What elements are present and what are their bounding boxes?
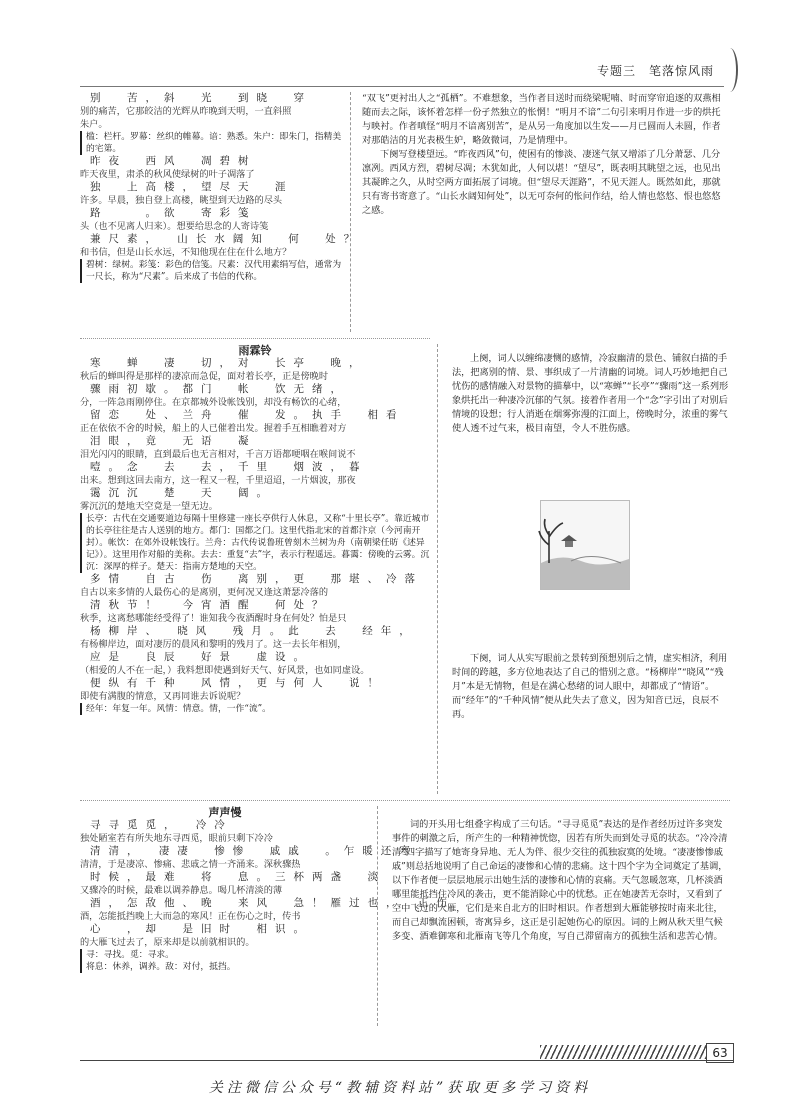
original-line: 霭沉沉 楚 天 阔。 [90, 487, 275, 499]
original-line: 昨夜 西风 凋碧树 [90, 155, 257, 167]
translation-line: 秋后的蝉叫得是那样的凄凉而急促，面对着长亭，正是傍晚时 [80, 371, 329, 382]
translation-line: 即使有满腹的情意，又再同谁去诉说呢？ [80, 691, 246, 702]
poem-title: 雨霖铃 [238, 344, 272, 357]
original-line: 独 上高楼，望尽天 涯 [90, 181, 294, 193]
translation-line: 独处陋室若有所失地东寻西觅，眼前只剩下冷冷 [80, 833, 273, 844]
original-line: 应是 良辰 好景 虚设。 [90, 651, 312, 663]
original-line: 清清， 凄凄 惨惨 戚戚 。乍暖还寒 [90, 845, 418, 857]
analysis-paragraph: 词的开头用七组叠字构成了三句话。“寻寻觅觅”表达的是作者经历过许多突发事件的刺激之后，所产生的一种精神恍惚，因若有所失而到处寻觅的状态。“冷冷清清”四字描写了她寄身异地、无人为伴、很少交往的孤独寂寞的处境。“凄凄惨惨戚戚”则总括地说明了自己命运的凄惨和心情的悲痛。这十四个字为全词奠定了基调，以下作者便一层层地展示出她生活的凄惨和心情的哀痛。天气忽暖忽寒，几杯淡酒哪里能抵挡住冷风的袭击，更不能消除心中的忧愁。正在她凄苦无奈时，又看到了空中飞过的大雁，它们是来自北方的旧时相识。作者想到大雁能够按时南来北往，而自己却飘流困顿，寄寓异乡，这正是引起她伤心的原因。词的上阙从秋天里气候多变、酒难御寒和北雁南飞等几个角度，写自己滞留南方的孤独生活和悲苦心情。 [392, 819, 728, 942]
original-line: 酒，怎敌他、晚 来风 急！雁过也， 正伤 [90, 897, 455, 909]
analysis-paragraph: 下阕写登楼望远。“昨夜西风”句，使困有的惨淡、凄迷气氛又增添了几分萧瑟、几分凛冽。西风方烈，碧树尽凋；木犹如此，人何以堪！“望尽”，既表明其眺望之远，也见出其凝眸之久，从时空两方面拓展了词境。但“望尽天涯路”，不见天涯人。既然如此，那就只有寄书寄意了。“山长水阔知何处”，以无可奈何的怅问作结，给人情也悠悠、恨也悠悠之感。 [362, 149, 721, 216]
original-line: 杨柳岸、 晓风 残月。此 去 经年， [90, 625, 418, 637]
annotation-note: 长亭：古代在交通要道边每隔十里修建一座长亭供行人休息，又称“十里长亭”。靠近城市的长亭往往是古人送别的地方。都门：国都之门。这里代指北宋的首都汴京（今河南开封）。帐饮：在郊外设帐饯行。兰舟：古代传说鲁班曾刻木兰树为舟（南朝梁任昉《述异记》）。这里用作对船的美称。去去：重复“去”字，表示行程遥远。暮霭：傍晚的云雾。沉沉：深厚的样子。楚天：指南方楚地的天空。 [80, 513, 430, 573]
column-separator [377, 806, 378, 1026]
translation-line: 的大雁飞过去了，原来却是以前就相识的。 [80, 937, 255, 948]
annotation-note: 将息：休养，调养。敌：对付，抵挡。 [80, 961, 370, 973]
translation-line: 雾沉沉的楚地天空竟是一望无边。 [80, 501, 218, 512]
original-line: 路 。欲 寄彩笺 [90, 207, 257, 219]
original-line: 多情 自古 伤 离别，更 那堪、冷落 [90, 573, 423, 585]
translation-line: 许多。早晨，独自登上高楼，眺望到天边路的尽头 [80, 195, 283, 206]
original-line: 骤雨初歇。都门 帐 饮无绪， [90, 383, 349, 395]
original-line: 清秋节！ 今宵酒醒 何处？ [90, 599, 331, 611]
translation-line: 有杨柳岸边，面对凄厉的晨风和黎明的残月了。这一去长年相别， [80, 639, 347, 650]
footer-promo-text: 关注微信公众号“教辅资料站”获取更多学习资料 [208, 1080, 592, 1096]
decorative-stripe [540, 1045, 706, 1059]
annotation-note: 碧树：绿树。彩笺：彩色的信笺。尺素：汉代用素绢写信，通常为一尺长，称为“尺素”。后来成了书信的代称。 [80, 259, 342, 283]
original-line: 别 苦，斜 光 到晓 穿 [90, 92, 312, 104]
poem2-analysis [452, 352, 730, 436]
original-line: 寻寻觅觅， 冷冷 [90, 819, 233, 831]
poem-yulinling [80, 344, 430, 715]
translation-line: 又骤冷的时候，最难以调养静息。喝几杯清淡的薄 [80, 885, 283, 896]
poem-shengshengman [80, 806, 455, 973]
original-line: 心 ，却 是旧时 相识。 [90, 923, 312, 935]
translation-line: 头（也不见离人归来）。想要给思念的人寄诗笺 [80, 221, 269, 232]
original-line: 兼尺素， 山长水阔知 何 处？ [90, 233, 363, 245]
header-bracket-decoration [722, 48, 738, 92]
annotation-note: 寻：寻找。觅：寻求。 [80, 949, 370, 961]
translation-line: 和书信，但是山长水远，不知他现在住在什么地方？ [80, 247, 292, 258]
column-separator [350, 92, 351, 332]
translation-line: 分，一阵急雨刚停住。在京都城外设帐饯别，却没有畅饮的心绪， [80, 397, 347, 408]
poem2-analysis-2 [452, 652, 730, 722]
translation-line: 清清，于是凄凉、惨痛、悲戚之情一齐涌来。深秋骤热 [80, 859, 301, 870]
annotation-note: 经年：年复一年。风情：情意。情，一作“流”。 [80, 703, 430, 715]
translation-line: 自古以来多情的人最伤心的是离别，更何况又逢这萧瑟冷落的 [80, 587, 329, 598]
translation-line: 酒，怎能抵挡晚上大而急的寒风！正在伤心之时，传书 [80, 911, 301, 922]
translation-line: 出来。想到这回去南方，这一程又一程，千里迢迢，一片烟波，那夜 [80, 475, 356, 486]
translation-line: （相爱的人不在一起，）我料想即使遇到好天气、好风景，也如同虚设。 [80, 665, 370, 676]
original-line: 便纵有千种 风情，更与何人 说！ [90, 677, 386, 689]
translation-line: 泪光闪闪的眼睛，直到最后也无言相对，千言万语都哽咽在喉间说不 [80, 449, 356, 460]
translation-line: 朱户。 [80, 119, 108, 130]
translation-line: 昨天夜里，肃杀的秋风使绿树的叶子凋落了 [80, 169, 255, 180]
footer-divider [80, 1060, 734, 1061]
top-right-analysis [362, 92, 722, 218]
translation-line: 秋季，这离愁哪能经受得了！谁知我今夜酒醒时身在何处？怕是只 [80, 613, 347, 624]
translation-line: 别的痛苦，它那皎洁的光辉从昨晚到天明，一直斜照 [80, 106, 292, 117]
poem-title: 声声慢 [208, 806, 242, 819]
section-divider [80, 338, 430, 339]
analysis-paragraph: 下阕，词人从实写眼前之景转到预想别后之情，虚实相济，利用时间的跨越，多方位地表达了自己的惜别之意。“杨柳岸”“晓风”“残月”本是无情物，但是在满心愁绪的词人眼中，却都成了“情语”。而“经年”的“千种风情”便从此失去了意义，因为知音已远，良辰不再。 [452, 653, 728, 720]
page-number: 63 [706, 1043, 734, 1063]
original-line: 噎。念 去 去，千里 烟波，暮 [90, 461, 368, 473]
analysis-paragraph: 上阕，词人以缠绵凄恻的感情，冷寂幽清的景色、铺叙白描的手法，把离别的情、景、事织成了一片清幽的词境。词人巧妙地把自己忧伤的感情融入对景物的描摹中，以“寒蝉”“长亭”“骤雨”这一系列形象烘托出一种凄冷沉郁的气氛。接着作者用一个“念”字引出了对别后情境的设想；行人消逝在烟雾弥漫的江面上，傍晚时分，浓重的雾气使人透不过气来，极目南望，令人不胜伤感。 [452, 353, 729, 434]
original-line: 寒 蝉 凄 切，对 长亭 晚， [90, 357, 368, 369]
translation-line: 正在依依不舍的时候，船上的人已催着出发。握着手互相瞧着对方 [80, 423, 347, 434]
section-header-title: 专题三 笔落惊风雨 [596, 64, 714, 78]
analysis-paragraph: “双飞”更衬出人之“孤栖”。不难想象，当作者目送时而绕梁呢喃、时而穿帘追逐的双燕相随而去之际，该怀着怎样一份孑然独立的怅惘！“明月不谙”二句引来明月作进一步的烘托与映衬。作者嗔怪“明月不谙离别苦”，是从另一角度加以生发——月已圆而人未圆，作者对那皓洁的月光表极生妒，略敛微词，乃是情理中。 [362, 93, 721, 146]
annotation-note: 槛：栏杆。罗幕：丝织的帷幕。谙：熟悉。朱户：即朱门，指精美的宅第。 [80, 131, 342, 155]
top-left-column [80, 92, 363, 283]
original-line: 时候，最难 将 息。三杯两盏 淡 [90, 871, 386, 883]
section-divider [80, 800, 730, 801]
header-divider [80, 86, 724, 87]
original-line: 留恋 处、兰舟 催 发。执手 相看 [90, 409, 405, 421]
column-separator [437, 344, 438, 794]
original-line: 泪眼，竟 无语 凝 [90, 435, 257, 447]
landscape-illustration [540, 500, 630, 590]
poem3-analysis [392, 818, 730, 944]
